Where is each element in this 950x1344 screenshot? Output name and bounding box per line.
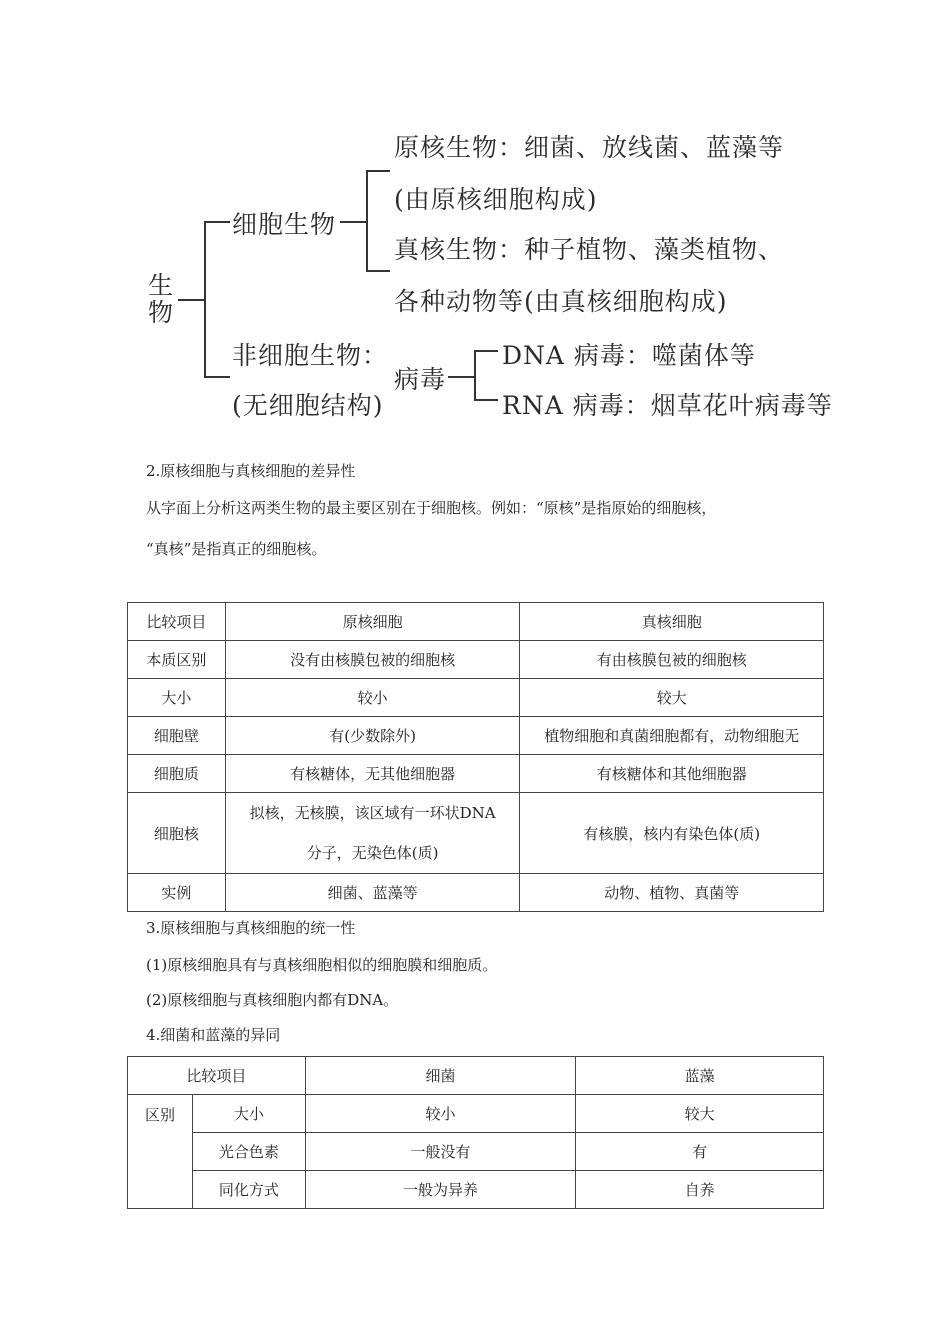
table-header-cell: 细菌 [305,1057,576,1095]
table-header-row [128,603,824,641]
diagram-line [366,270,390,272]
table-cell-nucleus-prokaryote [225,793,520,874]
table-cell: 较大 [576,1095,824,1133]
virus-label: 病毒 [394,365,447,394]
table-row [128,755,824,793]
table-cell: 实例 [128,874,226,912]
table-cell: 动物、植物、真菌等 [520,874,824,912]
diagram-line [204,221,206,377]
prokaryote-line2: (由原核细胞构成) [394,185,598,214]
table-header-cell: 比较项目 [128,603,226,641]
diagram-line [204,376,230,378]
table-cell: 一般为异养 [305,1171,576,1209]
table-cell: 自养 [576,1171,824,1209]
table-cell: 较小 [225,679,520,717]
diagram-line [340,221,366,223]
dna-virus-label: DNA 病毒：噬菌体等 [502,341,756,370]
table-header-cell: 真核细胞 [520,603,824,641]
nucleus-line1: 拟核，无核膜，该区域有一环状DNA [249,804,496,822]
table-cell: 没有由核膜包被的细胞核 [225,641,520,679]
section3-item2: (2)原核细胞与真核细胞内都有DNA。 [146,991,399,1009]
nucleus-line2: 分子，无染色体(质) [306,844,439,862]
section2-paragraph-line2: “真核”是指真正的细胞核。 [146,540,327,558]
table-row [128,1171,824,1209]
noncell-line2: (无细胞结构) [232,391,384,420]
table-cell: 有核糖体和其他细胞器 [520,755,824,793]
table-row [128,717,824,755]
table-header-cell: 蓝藻 [576,1057,824,1095]
table-cell: 同化方式 [192,1171,305,1209]
section4-heading: 4.细菌和蓝藻的异同 [146,1026,281,1044]
rna-virus-label: RNA 病毒：烟草花叶病毒等 [502,391,833,420]
table-row [128,1133,824,1171]
diagram-line [474,350,476,400]
diagram-line [366,170,368,271]
section2-paragraph-line1: 从字面上分析这两类生物的最主要区别在于细胞核。例如：“原核”是指原始的细胞核， [146,499,717,517]
diagram-root: 生 物 [148,271,175,327]
table-cell: 一般没有 [305,1133,576,1171]
table-cell: 细菌、蓝藻等 [225,874,520,912]
diagram-line [366,170,390,172]
section3-heading: 3.原核细胞与真核细胞的统一性 [146,919,356,937]
section2-heading: 2.原核细胞与真核细胞的差异性 [146,462,356,480]
noncell-line1: 非细胞生物： [232,341,389,370]
table-cell: 有核糖体，无其他细胞器 [225,755,520,793]
diagram-line [204,221,230,223]
table-cell: 细胞壁 [128,717,226,755]
table-cell: 本质区别 [128,641,226,679]
cell-organisms-label: 细胞生物 [232,210,337,239]
bacteria-cyanobacteria-table [127,1056,824,1209]
table-cell: 较小 [305,1095,576,1133]
table-cell: 细胞核 [128,793,226,874]
diagram-line [474,350,498,352]
table-cell: 植物细胞和真菌细胞都有，动物细胞无 [520,717,824,755]
diagram-line [448,376,474,378]
table-row [128,679,824,717]
table-header-cell: 比较项目 [128,1057,306,1095]
table-cell: 较大 [520,679,824,717]
section3-item1: (1)原核细胞具有与真核细胞相似的细胞膜和细胞质。 [146,956,498,974]
table-row [128,1095,824,1133]
table-cell: 有由核膜包被的细胞核 [520,641,824,679]
eukaryote-line1: 真核生物：种子植物、藻类植物、 [394,235,785,264]
table-cell: 有核膜，核内有染色体(质) [520,793,824,874]
diagram-line [178,299,204,301]
prokaryote-line1: 原核生物：细菌、放线菌、蓝藻等 [394,133,785,162]
table-cell: 光合色素 [192,1133,305,1171]
table-header-row [128,1057,824,1095]
table-group-cell: 区别 [128,1095,193,1209]
eukaryote-line2: 各种动物等(由真核细胞构成) [394,287,728,316]
table-cell: 细胞质 [128,755,226,793]
table-cell: 大小 [128,679,226,717]
table-row [128,874,824,912]
prokaryote-eukaryote-table [127,602,824,912]
table-header-cell: 原核细胞 [225,603,520,641]
table-cell: 有(少数除外) [225,717,520,755]
diagram-line [474,399,498,401]
table-row [128,641,824,679]
table-cell: 大小 [192,1095,305,1133]
table-cell: 有 [576,1133,824,1171]
table-row [128,793,824,874]
